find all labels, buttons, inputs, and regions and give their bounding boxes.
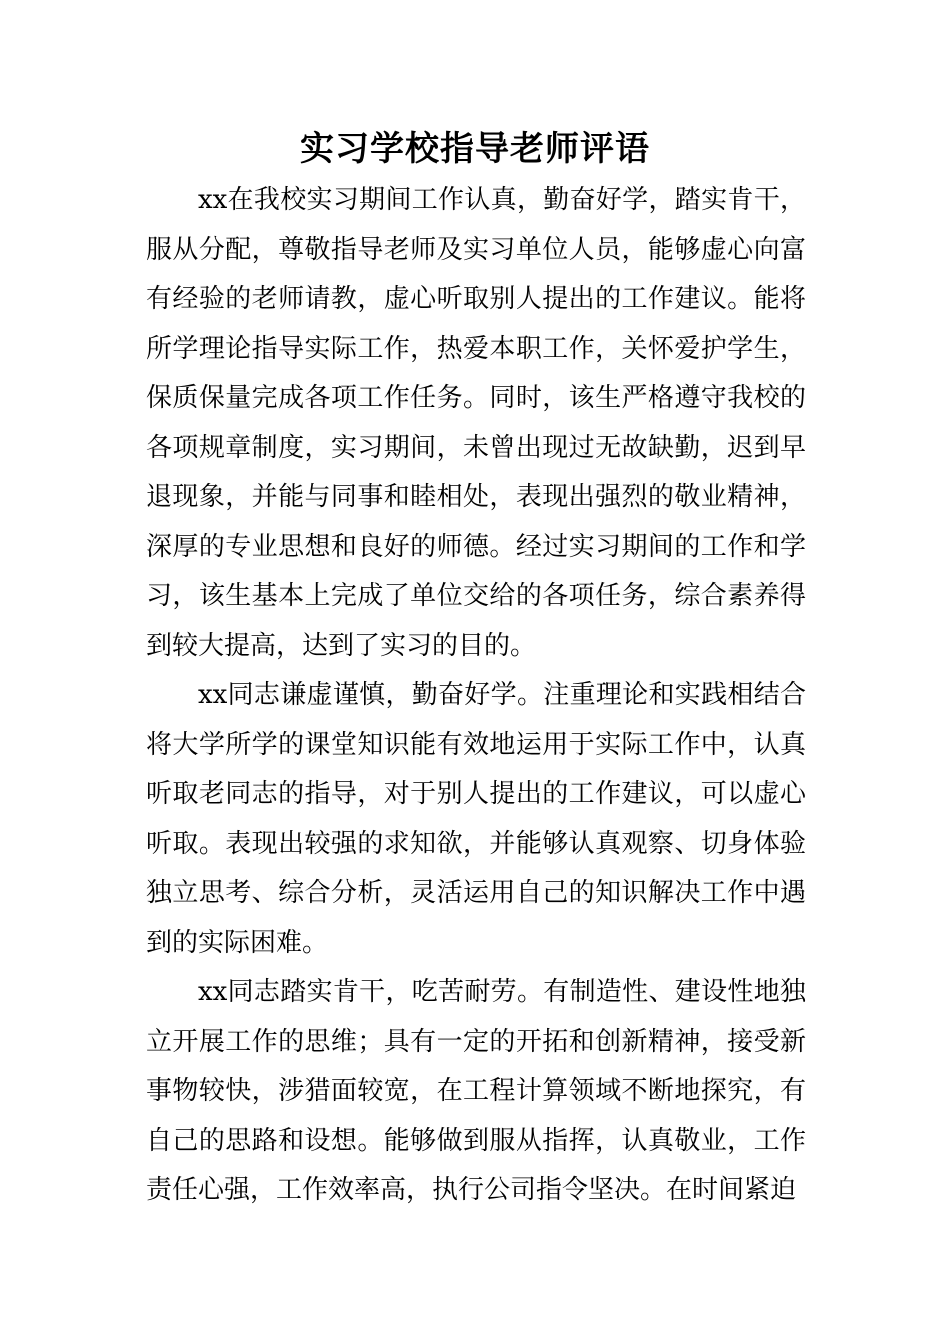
paragraph-2: xx同志谦虚谨慎，勤奋好学。注重理论和实践相结合将大学所学的课堂知识能有效地运用于实际工作中，认真听取老同志的指导，对于别人提出的工作建议，可以虚心听取。表现出较强的求知欲，并能够认真观察、切身体验独立思考、综合分析，灵活运用自己的知识解决工作中遇到的实际困难。 [146,680,806,958]
paragraph-3: xx同志踏实肯干，吃苦耐劳。有制造性、建设性地独立开展工作的思维；具有一定的开拓和创新精神，接受新事物较快，涉猎面较宽，在工程计算领域不断地探究，有自己的思路和设想。能够做到服从指挥，认真敬业，工作责任心强，工作效率高，执行公司指令坚决。在时间紧迫 [146,977,806,1205]
document-body [146,176,806,1216]
document-title: 实习学校指导老师评语 [300,129,650,169]
paragraph-1: xx在我校实习期间工作认真，勤奋好学，踏实肯干，服从分配，尊敬指导老师及实习单位人员，能够虚心向富有经验的老师请教，虚心听取别人提出的工作建议。能将所学理论指导实际工作，热爱本职工作，关怀爱护学生，保质保量完成各项工作任务。同时，该生严格遵守我校的各项规章制度，实习期间，未曾出现过无故缺勤，迟到早退现象，并能与同事和睦相处，表现出强烈的敬业精神，深厚的专业思想和良好的师德。经过实习期间的工作和学习，该生基本上完成了单位交给的各项任务，综合素养得到较大提高，达到了实习的目的。 [146,185,806,661]
